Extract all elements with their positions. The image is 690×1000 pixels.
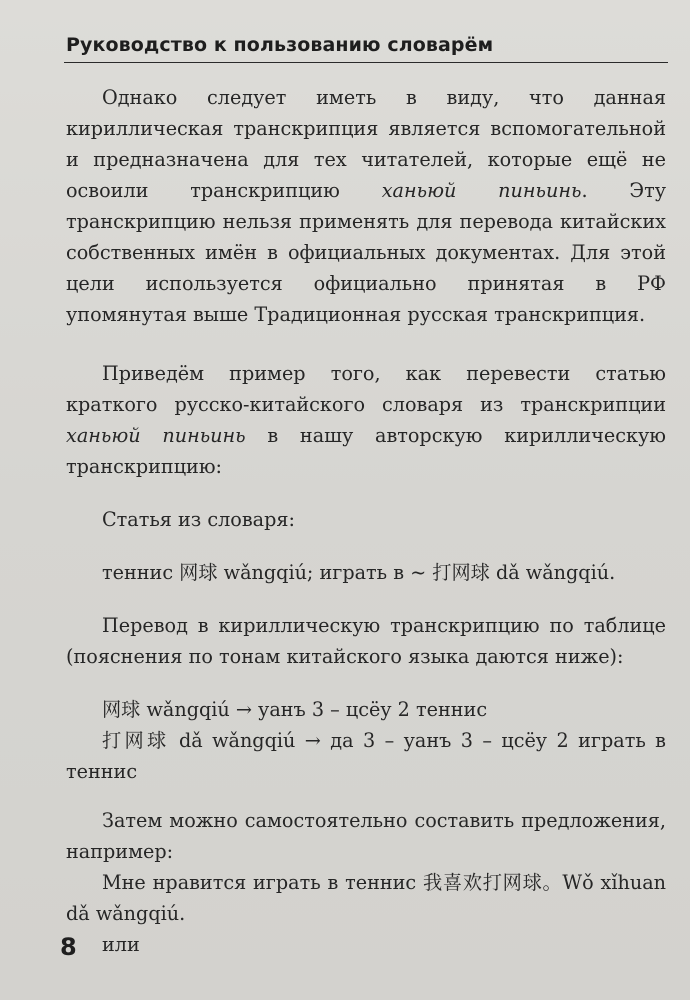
page-body	[66, 82, 666, 960]
paragraph-text: . Эту транскрипцию нельзя применять для перевода китайских собственных имён в официальных документах. Для этой цели используется официально принятая в РФ упомянутая выше Традиционная русская транскрипция.	[66, 179, 666, 326]
paragraph-text: Приведём пример того, как перевести статью краткого русско-китайского словаря из транскрипции	[66, 362, 666, 416]
paragraph-example-intro	[66, 358, 666, 482]
paragraph-spacer	[66, 787, 666, 805]
paragraph-spacer	[66, 482, 666, 504]
paragraph-compose-sentences: Затем можно самостоятельно составить предложения, например:	[66, 809, 666, 863]
transcription-example-2: 打网球 dǎ wǎngqiú → да 3 – уанъ 3 – цсёу 2 играть в теннис	[66, 729, 666, 783]
paragraph-spacer	[66, 588, 666, 610]
header-title: Руководство к пользованию словарём	[66, 34, 494, 56]
paragraph-or: или	[102, 933, 140, 956]
paragraph-spacer	[66, 672, 666, 694]
page-number: 8	[60, 933, 77, 961]
paragraph-spacer	[66, 330, 666, 358]
italic-term: ханьюй пиньинь	[66, 424, 246, 447]
paragraph-text: в нашу авторскую кириллическую транскрипцию:	[66, 424, 666, 478]
paragraph-transcription-by-table: Перевод в кириллическую транскрипцию по таблице (пояснения по тонам китайского языка даются ниже):	[66, 614, 666, 668]
paragraph-dictionary-entry-label: Статья из словаря:	[102, 508, 295, 531]
running-header	[64, 30, 668, 63]
sentence-example: Мне нравится играть в теннис 我喜欢打网球。Wǒ xǐhuan dǎ wǎngqiú.	[66, 871, 666, 925]
paragraph-spacer	[66, 535, 666, 557]
italic-term: ханьюй пиньинь	[381, 179, 582, 202]
dictionary-entry: теннис 网球 wǎngqiú; играть в ~ 打网球 dǎ wǎngqiú.	[102, 561, 616, 584]
paragraph-transcription-note	[66, 82, 666, 330]
paragraph-text: Однако следует иметь в виду, что данная кириллическая транскрипция является вспомогательной и предназначена для тех читателей, которые ещё не освоили транскрипцию	[66, 86, 666, 202]
transcription-example-1: 网球 wǎngqiú → уанъ 3 – цсёу 2 теннис	[102, 698, 488, 721]
